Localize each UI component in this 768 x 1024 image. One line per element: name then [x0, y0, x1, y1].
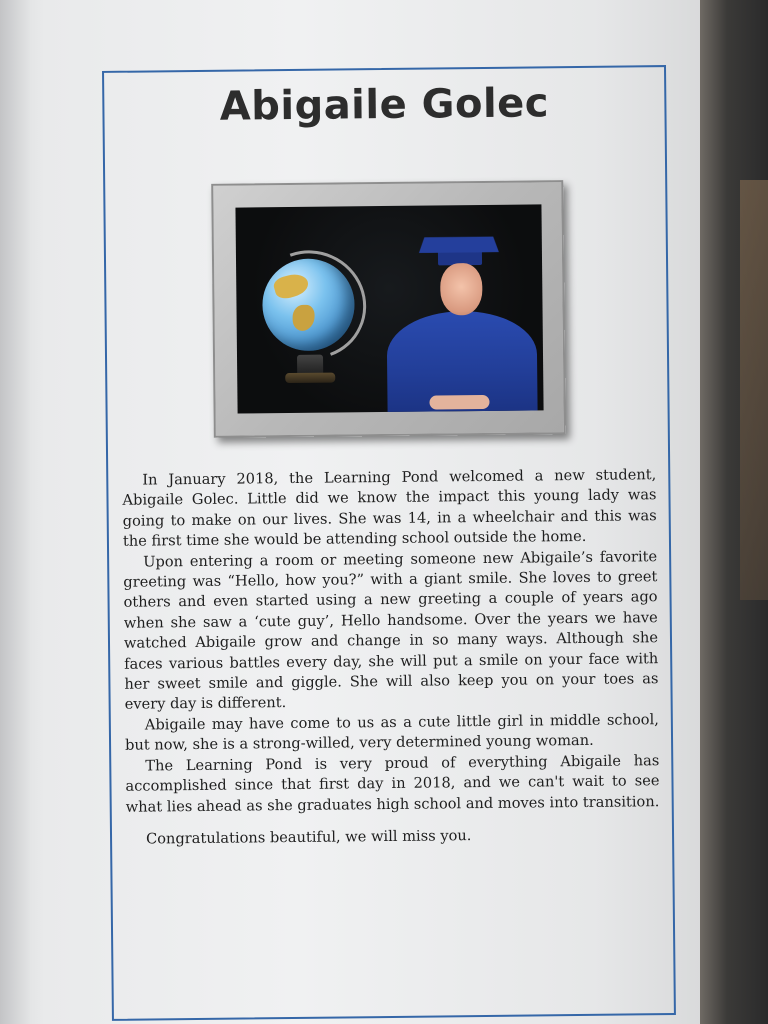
- background-object: [740, 180, 768, 600]
- face: [440, 263, 483, 315]
- hands: [429, 395, 489, 410]
- page-title: Abigaile Golec: [219, 80, 550, 130]
- tribute-box: [102, 65, 676, 1021]
- page-fold: [0, 0, 30, 1024]
- closing-line: Congratulations beautiful, we will miss you.: [145, 827, 472, 848]
- paragraph-1: In January 2018, the Learning Pond welcomed a new student, Abigaile Golec. Little did we know the impact this young lady was going to make on our lives. She was 14, in a wheelchair and this was the first time she would be attending school outside the home.: [122, 466, 657, 550]
- cap-board: [419, 237, 499, 253]
- paragraph-3: Abigaile may have come to us as a cute little girl in middle school, but now, she is a strong-willed, very determined young woman.: [124, 711, 659, 755]
- tribute-text: [122, 465, 660, 850]
- graduation-photo: [235, 204, 543, 413]
- globe-icon: [262, 258, 355, 351]
- photo-frame: [211, 180, 566, 438]
- globe-base: [285, 373, 335, 384]
- paragraph-4: The Learning Pond is very proud of everything Abigaile has accomplished since that first day in 2018, and we can't wait to see what lies ahead as she graduates high school and moves into transition.: [125, 751, 660, 816]
- paragraph-2: Upon entering a room or meeting someone new Abigaile’s favorite greeting was “Hello, how you?” with a giant smile. She loves to greet others and even started using a new greeting a couple of years ago when she saw a ‘cute guy’, Hello handsome. Over the years we have watched Abigaile grow and change in so many ways. Although she faces various battles every day, she will put a smile on your face with her sweet smile and giggle. She will also keep you on your toes as every day is different.: [123, 547, 659, 714]
- graduate-figure: [386, 234, 538, 413]
